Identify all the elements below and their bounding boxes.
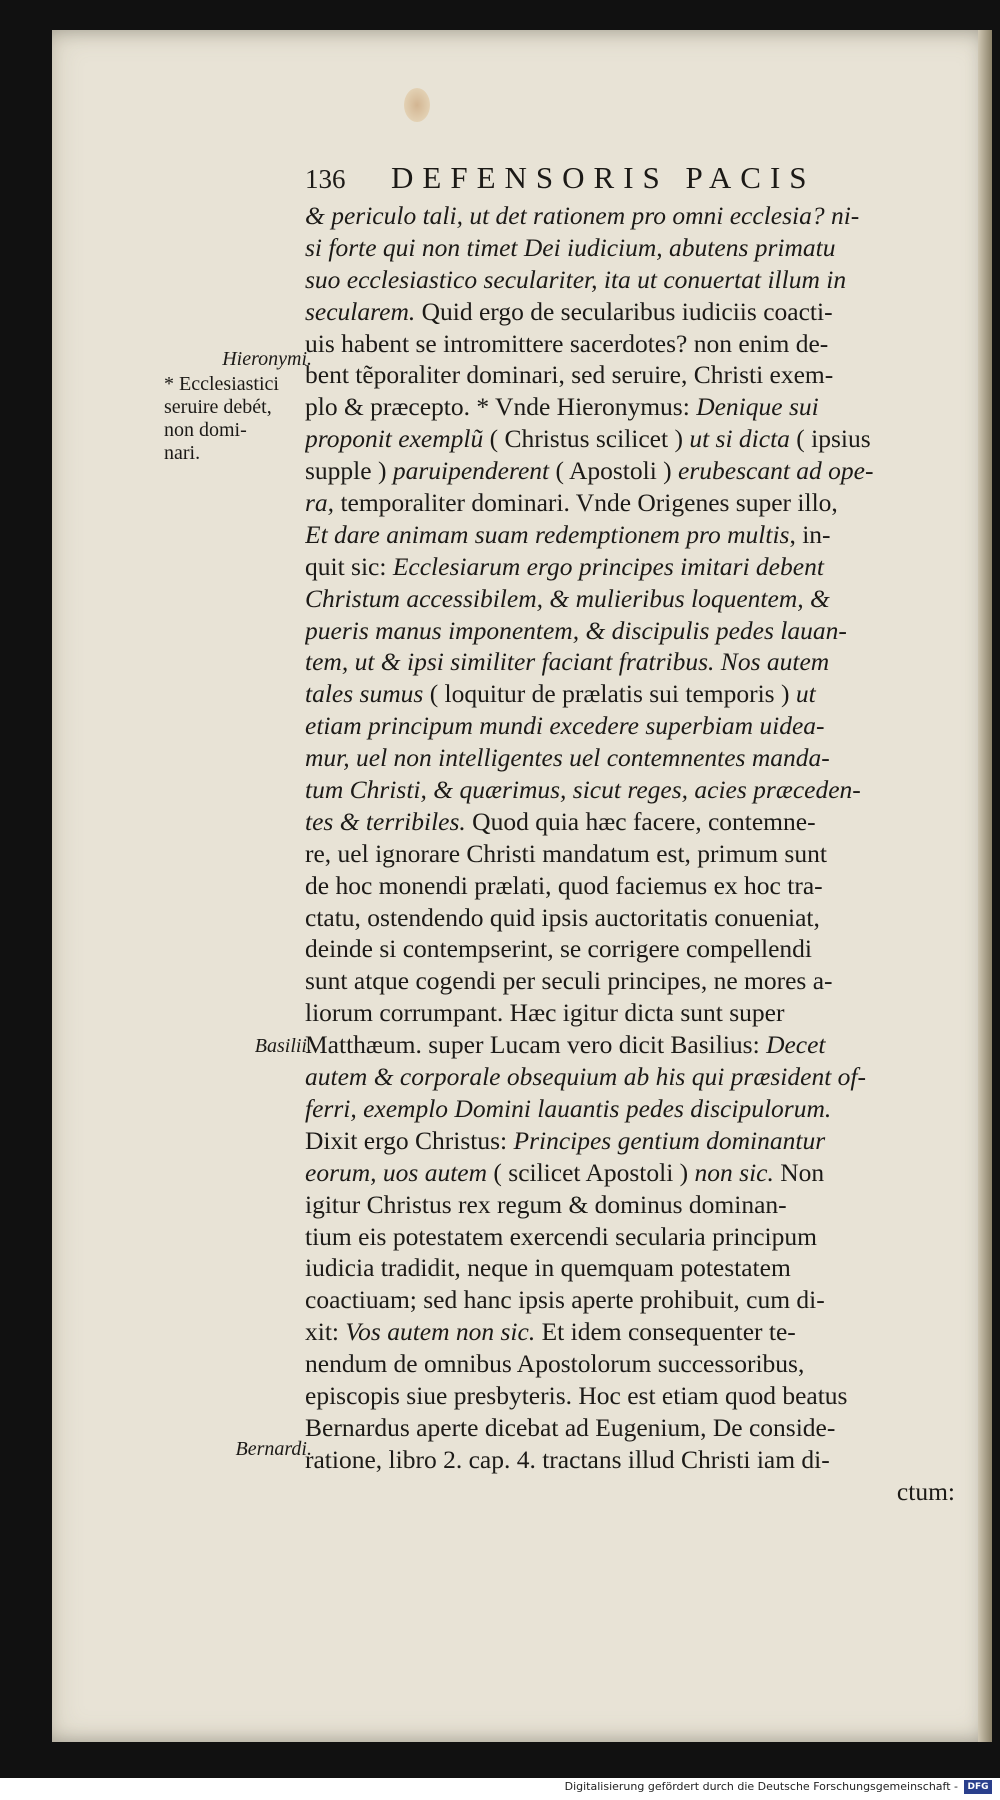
roman-segment: xit: — [305, 1317, 346, 1347]
text-line — [305, 710, 965, 742]
roman-segment: ( scilicet Apostoli ) — [487, 1157, 695, 1187]
text-line — [305, 423, 965, 455]
roman-segment: de hoc monendi prælati, quod faciemus ex hoc tra- — [305, 870, 823, 900]
text-line — [305, 1316, 965, 1348]
text-line — [305, 1284, 965, 1316]
marginal-note-hieronymi: Hieronymi. — [222, 348, 312, 370]
text-line — [305, 1444, 965, 1476]
roman-segment: Et idem consequenter te- — [535, 1317, 796, 1347]
roman-segment: ( Apostoli ) — [549, 456, 679, 486]
italic-segment: Decet — [766, 1030, 826, 1060]
text-line — [305, 997, 965, 1029]
italic-segment: pueris manus imponentem, & discipulis pedes lauan- — [305, 615, 847, 645]
text-line — [305, 646, 965, 678]
roman-segment: Quod quia hæc facere, contemne- — [465, 806, 816, 836]
text-line — [305, 806, 965, 838]
paper-stain — [404, 88, 430, 122]
marginal-note-ecclesiastici-3: non domi- — [164, 419, 247, 441]
text-line — [305, 1093, 965, 1125]
marginal-note-ecclesiastici-2: seruire debét, — [164, 396, 272, 418]
roman-segment: coactiuam; sed hanc ipsis aperte prohibuit, cum di- — [305, 1285, 825, 1315]
italic-segment: ferri, exemplo Domini lauantis pedes discipulorum. — [305, 1093, 832, 1123]
text-line — [305, 838, 965, 870]
text-line — [305, 519, 965, 551]
text-line — [305, 774, 965, 806]
text-line — [305, 296, 965, 328]
italic-segment: Vos autem non sic. — [345, 1317, 536, 1347]
text-line — [305, 678, 965, 710]
italic-segment: secularem. — [305, 296, 416, 326]
marginal-note-basilii: Basilii. — [254, 1035, 312, 1057]
roman-segment: nendum de omnibus Apostolorum successoribus, — [305, 1349, 805, 1379]
text-line — [305, 1252, 965, 1284]
italic-segment: suo ecclesiastico seculariter, ita ut conuertat illum in — [305, 264, 847, 294]
text-line — [305, 487, 965, 519]
text-line — [305, 200, 965, 232]
roman-segment: Dixit ergo Christus: — [305, 1125, 514, 1155]
roman-segment: , in- — [789, 519, 831, 549]
text-line — [305, 870, 965, 902]
italic-segment: tales sumus — [305, 679, 424, 709]
italic-segment: tem, ut & ipsi similiter faciant fratribus. Nos autem — [305, 647, 830, 677]
text-line — [305, 615, 965, 647]
roman-segment: temporaliter dominari. Vnde Origenes super illo, — [334, 488, 838, 518]
roman-segment: plo & præcepto. * Vnde Hieronymus: — [305, 392, 697, 422]
italic-segment: Principes gentium dominantur — [513, 1125, 826, 1155]
italic-segment: tum Christi, & quærimus, sicut reges, acies præceden- — [305, 775, 861, 805]
catchword: ctum: — [896, 1476, 955, 1506]
text-line — [305, 583, 965, 615]
roman-segment: Matthæum. super Lucam vero dicit Basilius: — [305, 1030, 767, 1060]
book-page — [52, 30, 992, 1742]
italic-segment: paruipenderent — [392, 456, 550, 486]
italic-segment: proponit exemplũ — [305, 424, 484, 454]
italic-segment: Et dare animam suam redemptionem pro multis — [305, 519, 790, 549]
dfg-logo: DFG — [964, 1780, 992, 1794]
text-line — [305, 1412, 965, 1444]
funding-credit: Digitalisierung gefördert durch die Deutsche Forschungsgemeinschaft - — [564, 1780, 958, 1793]
roman-segment: deinde si contempserint, se corrigere compellendi — [305, 934, 812, 964]
roman-segment: ( loquitur de prælatis sui temporis ) — [423, 679, 796, 709]
roman-segment: Quid ergo de secularibus iudiciis coacti- — [415, 296, 833, 326]
marginal-note-ecclesiastici-4: nari. — [164, 442, 201, 464]
italic-segment: ra, — [305, 488, 335, 518]
roman-segment: ctatu, ostendendo quid ipsis auctoritatis conueniat, — [305, 902, 820, 932]
text-line — [305, 264, 965, 296]
italic-segment: non sic. — [694, 1157, 774, 1187]
roman-segment: uis habent se intromittere sacerdotes? non enim de- — [305, 328, 829, 358]
text-line — [305, 328, 965, 360]
italic-segment: erubescant ad ope- — [678, 456, 874, 486]
body-text — [305, 200, 965, 1508]
text-line — [305, 1061, 965, 1093]
roman-segment: ( Christus scilicet ) — [483, 424, 690, 454]
roman-segment: ratione, libro 2. cap. 4. tractans illud Christi iam di- — [305, 1444, 830, 1474]
italic-segment: etiam principum mundi excedere superbiam uidea- — [305, 711, 825, 741]
italic-segment: ut si dicta — [689, 424, 790, 454]
text-line — [305, 391, 965, 423]
text-line — [305, 1221, 965, 1253]
text-line — [305, 359, 965, 391]
italic-segment: & periculo tali, ut det rationem pro omni ecclesia? ni- — [305, 201, 860, 230]
roman-segment: tium eis potestatem exercendi secularia principum — [305, 1221, 817, 1251]
roman-segment: re, uel ignorare Christi mandatum est, primum sunt — [305, 838, 827, 868]
roman-segment: episcopis siue presbyteris. Hoc est etiam quod beatus — [305, 1380, 848, 1410]
italic-segment: si forte qui non timet Dei iudicium, abutens primatu — [305, 232, 836, 262]
text-line — [305, 1125, 965, 1157]
digitization-footer — [0, 1778, 1000, 1800]
running-head — [305, 160, 963, 200]
text-line — [305, 1029, 965, 1061]
text-line — [305, 902, 965, 934]
text-line — [305, 965, 965, 997]
roman-segment: bent tẽporaliter dominari, sed seruire, Christi exem- — [305, 360, 834, 390]
text-line — [305, 742, 965, 774]
italic-segment: mur, uel non intelligentes uel contemnentes manda- — [305, 743, 830, 773]
text-line — [305, 1380, 965, 1412]
text-line — [305, 1189, 965, 1221]
text-line — [305, 1348, 965, 1380]
page-edge — [978, 30, 992, 1742]
roman-segment: quit sic: — [305, 551, 393, 581]
marginal-note-bernardi: Bernardi. — [235, 1438, 312, 1460]
text-line — [305, 232, 965, 264]
marginal-note-ecclesiastici-1: * Ecclesiastici — [164, 373, 279, 395]
roman-segment: ( ipsius — [789, 424, 871, 454]
page-number: 136 — [305, 164, 346, 194]
italic-segment: Christum accessibilem, & mulieribus loquentem, & — [305, 583, 830, 613]
roman-segment: supple ) — [305, 456, 393, 486]
running-title: DEFENSORIS PACIS — [391, 160, 816, 195]
text-line — [305, 455, 965, 487]
italic-segment: Ecclesiarum ergo principes imitari debent — [392, 551, 824, 581]
roman-segment: igitur Christus rex regum & dominus dominan- — [305, 1189, 787, 1219]
roman-segment: Non — [773, 1157, 825, 1187]
roman-segment: iudicia tradidit, neque in quemquam potestatem — [305, 1253, 791, 1283]
italic-segment: tes & terribiles. — [305, 806, 466, 836]
italic-segment: ut — [795, 679, 816, 709]
roman-segment: sunt atque cogendi per seculi principes, ne mores a- — [305, 966, 833, 996]
italic-segment: Denique sui — [696, 392, 819, 422]
italic-segment: autem & corporale obsequium ab his qui præsident of- — [305, 1062, 866, 1092]
roman-segment: liorum corrumpant. Hæc igitur dicta sunt super — [305, 998, 785, 1028]
text-line — [305, 933, 965, 965]
text-line — [305, 551, 965, 583]
text-line — [305, 1157, 965, 1189]
roman-segment: Bernardus aperte dicebat ad Eugenium, De conside- — [305, 1412, 836, 1442]
italic-segment: eorum, uos autem — [305, 1157, 488, 1187]
